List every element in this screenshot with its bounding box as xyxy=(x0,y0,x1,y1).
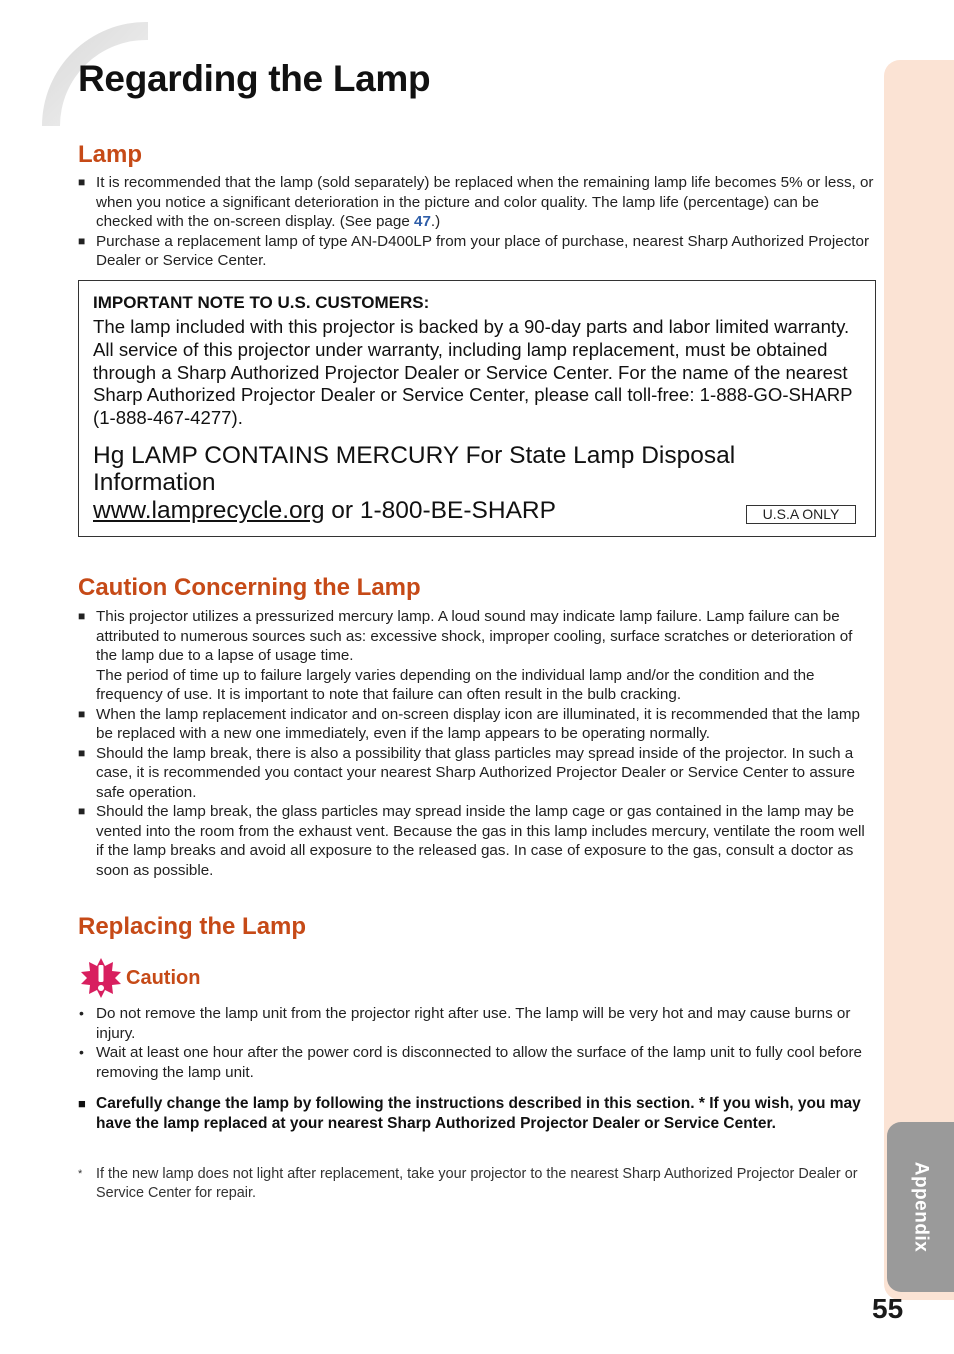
bullet-dot: • xyxy=(79,1005,84,1021)
caution-bullet-item: ■ This projector utilizes a pressurized mercury lamp. A loud sound may indicate lamp failure. Lamp failure can be attributed to numerous sources such as: excessive shock, improper cooling, surface scratches or deterioration of the lamp due to a lapse of usage time. The period of time up to failure largely varies depending on the individual lamp and/or the condition and the frequency of use. It is important to note that failure can often result in the bulb cracking. xyxy=(78,608,853,703)
notice-heading: IMPORTANT NOTE TO U.S. CUSTOMERS: xyxy=(93,293,430,312)
replacing-heading: Replacing the Lamp xyxy=(78,913,307,940)
bullet-square: ■ xyxy=(78,745,86,760)
caution-bullet-list xyxy=(78,607,876,880)
lamp-heading: Lamp xyxy=(78,141,143,168)
caution-bullet-item: ■ When the lamp replacement indicator and on-screen display icon are illuminated, it is recommended that the lamp be replaced with a new one immediately, even if the lamp appears to be operating normally. xyxy=(78,705,860,742)
careful-change-note: ■ Carefully change the lamp by following the instructions described in this section. * If you wish, you may have the lamp replaced at your nearest Sharp Authorized Projector Dealer or Service Center. xyxy=(78,1095,861,1132)
replacing-caution-list xyxy=(78,1004,876,1082)
footnote-asterisk: * xyxy=(78,1168,83,1180)
bullet-square: ■ xyxy=(78,804,86,818)
caution-bullet-item: ■ Should the lamp break, the glass particles may spread inside the lamp cage or gas contained in the lamp may be vented into the room from the exhaust vent. Because the gas in this lamp includes mercury, ventilate the room well if the lamp breaks and avoid all exposure to the released gas. In case of exposure to the gas, consult a doctor as soon as possible. xyxy=(78,803,865,879)
lamp-bullet-item: ■ It is recommended that the lamp (sold separately) be replaced when the remaining lamp life becomes 5% or less, or when you notice a significant deterioration in the picture and color quality. The lamp life (percentage) can be checked with the on-screen display. (See page 47.) xyxy=(78,174,874,230)
usa-only-badge: U.S.A ONLY xyxy=(746,505,856,524)
caution-label-row xyxy=(80,957,200,999)
footnote: * If the new lamp does not light after replacement, take your projector to the nearest Sharp Authorized Projector Dealer or Service Center for repair. xyxy=(78,1166,858,1201)
notice-body: The lamp included with this projector is backed by a 90-day parts and labor limited warranty. All service of this projector under warranty, including lamp replacement, must be obtained through a Sharp Authorized Projector Dealer or Service Center. For the name of the nearest Sharp Authorized Projector Dealer or Service Center, please call toll-free: 1-888-GO-SHARP (1-888-467-4277). xyxy=(93,316,853,429)
us-customers-notice-box xyxy=(78,280,876,537)
caution-exclamation-icon xyxy=(80,957,122,999)
page-reference-link[interactable]: 47 xyxy=(414,213,431,230)
side-tab-background xyxy=(884,60,954,1300)
bullet-square: ■ xyxy=(78,175,86,189)
side-tab-appendix[interactable] xyxy=(887,1122,954,1292)
caution-concerning-heading: Caution Concerning the Lamp xyxy=(78,574,421,601)
caution-dot-item: • Wait at least one hour after the power cord is disconnected to allow the surface of the lamp unit to fully cool before removing the lamp unit. xyxy=(79,1044,862,1081)
lamp-bullet-list xyxy=(78,173,876,271)
bullet-dot: • xyxy=(79,1044,84,1060)
caution-label: Caution xyxy=(126,966,201,989)
bullet-square: ■ xyxy=(78,1096,86,1111)
caution-bullet-item: ■ Should the lamp break, there is also a possibility that glass particles may spread inside of the projector. In such a case, it is recommended you contact your nearest Sharp Authorized Projector Dealer or Service Center to assure safe operation. xyxy=(78,744,855,801)
bullet-square: ■ xyxy=(78,609,86,623)
side-tab-label: Appendix xyxy=(910,1161,932,1253)
bullet-square: ■ xyxy=(78,706,86,721)
page-title: Regarding the Lamp xyxy=(78,58,431,99)
lamprecycle-link[interactable]: www.lamprecycle.org xyxy=(93,497,325,524)
disposal-contact-line: www.lamprecycle.org or 1-800-BE-SHARP xyxy=(93,497,556,524)
bullet-square: ■ xyxy=(78,233,86,248)
caution-dot-item: • Do not remove the lamp unit from the projector right after use. The lamp will be very hot and may cause burns or injury. xyxy=(79,1005,851,1042)
page-number: 55 xyxy=(872,1293,904,1324)
lamp-bullet-item: ■ Purchase a replacement lamp of type AN-D400LP from your place of purchase, nearest Sharp Authorized Projector Dealer or Service Center. xyxy=(78,232,870,269)
mercury-disposal-notice: Hg LAMP CONTAINS MERCURY For State Lamp Disposal Information xyxy=(93,442,736,496)
